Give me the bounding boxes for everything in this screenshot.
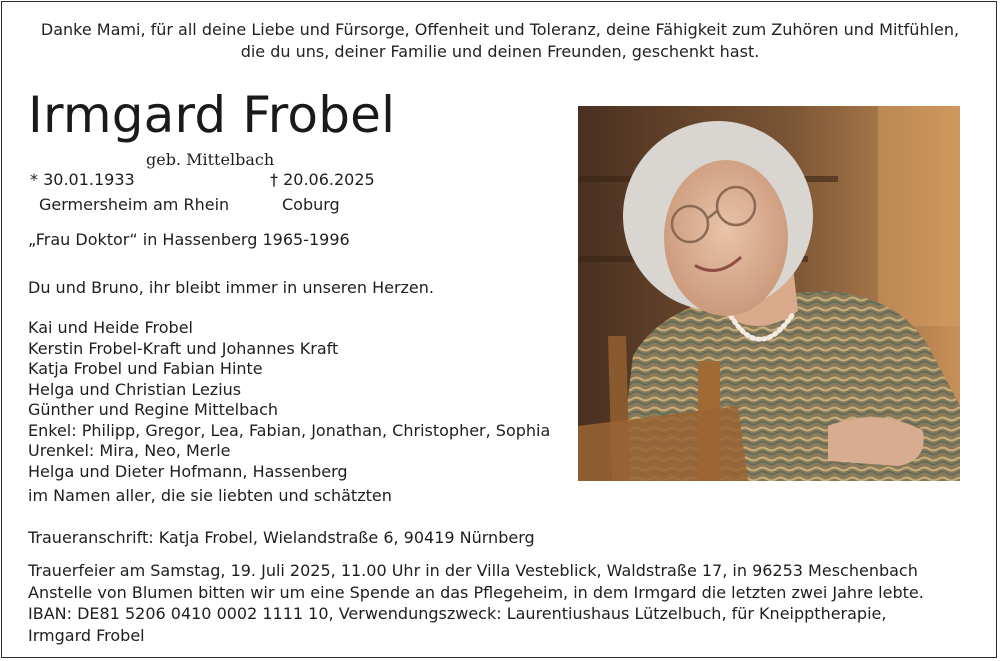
dedication-line: Du und Bruno, ihr bleibt immer in unseren Herzen. bbox=[28, 278, 434, 297]
intro-line: die du uns, deiner Familie und deinen Freunden, geschenkt hast. bbox=[240, 42, 760, 61]
mourner-line: Kerstin Frobel-Kraft und Johannes Kraft bbox=[28, 338, 339, 358]
notice-line: Anstelle von Blumen bitten wir um eine Spende an das Pflegeheim, in dem Irmgard die letzten zwei Jahre lebte. bbox=[28, 582, 924, 602]
notice-line: Trauerfeier am Samstag, 19. Juli 2025, 11.00 Uhr in der Villa Vesteblick, Waldstraße 17, in 96253 Meschenbach bbox=[28, 561, 918, 580]
intro-text bbox=[0, 19, 1000, 63]
notice-block bbox=[28, 560, 924, 646]
death-date: † 20.06.2025 bbox=[270, 170, 375, 189]
mourners-list bbox=[28, 318, 550, 482]
birth-place: Germersheim am Rhein bbox=[39, 195, 230, 214]
mourner-line: Kai und Heide Frobel bbox=[28, 318, 193, 337]
intro-line: Danke Mami, für all deine Liebe und Fürsorge, Offenheit und Toleranz, deine Fähigkeit zum Zuhören und Mitfühlen, bbox=[40, 20, 960, 39]
maiden-name: geb. Mittelbach bbox=[146, 150, 275, 169]
address-line: Traueranschrift: Katja Frobel, Wielandstraße 6, 90419 Nürnberg bbox=[28, 528, 535, 547]
mourner-line: Günther und Regine Mittelbach bbox=[28, 400, 279, 419]
mourner-line: Helga und Christian Lezius bbox=[28, 379, 242, 399]
mourner-line: Enkel: Philipp, Gregor, Lea, Fabian, Jonathan, Christopher, Sophia bbox=[28, 420, 551, 440]
portrait-photo bbox=[578, 106, 960, 481]
nickname-line: „Frau Doktor“ in Hassenberg 1965-1996 bbox=[28, 230, 350, 249]
notice-line: IBAN: DE81 5206 0410 0002 1111 10, Verwendungszweck: Laurentiushaus Lützelbuch, für Kneipptherapie, bbox=[28, 604, 887, 623]
mourner-line: Helga und Dieter Hofmann, Hassenberg bbox=[28, 461, 348, 481]
death-place: Coburg bbox=[282, 195, 340, 214]
mourner-line: Katja Frobel und Fabian Hinte bbox=[28, 359, 263, 378]
deceased-name: Irmgard Frobel bbox=[28, 86, 396, 144]
mourner-line: Urenkel: Mira, Neo, Merle bbox=[28, 441, 231, 460]
birth-date: * 30.01.1933 bbox=[30, 170, 135, 189]
closing-line: im Namen aller, die sie liebten und schätzten bbox=[28, 486, 392, 505]
notice-line: Irmgard Frobel bbox=[28, 625, 145, 645]
